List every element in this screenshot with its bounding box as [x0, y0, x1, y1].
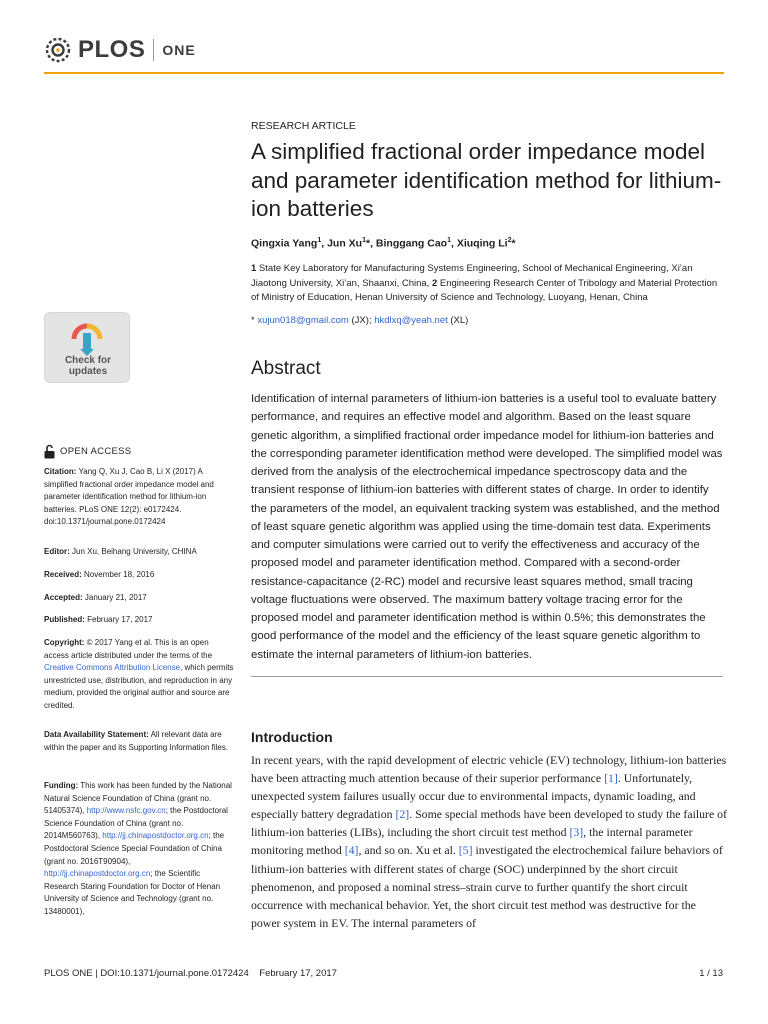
correspondence — [251, 315, 468, 326]
funding-url-link[interactable]: http://jj.chinapostdoctor.org.cn — [44, 869, 151, 879]
section-divider — [251, 676, 723, 677]
check-for-updates-icon — [71, 319, 103, 359]
logo-brand: PLOS — [78, 36, 146, 63]
citation-ref-link[interactable]: [3] — [569, 825, 584, 840]
editor-text: Jun Xu, Beihang University, CHINA — [69, 547, 197, 556]
author-name[interactable]: Jun Xu — [327, 237, 363, 250]
author-name[interactable]: Qingxia Yang — [251, 237, 318, 250]
funding-block — [44, 780, 234, 919]
funding-text: This work has been funded by the National Natural Science Foundation of China (grant no. 51405374), — [44, 781, 232, 816]
footer-citation: PLOS ONE | DOI:10.1371/journal.pone.0172424 February 17, 2017 — [44, 968, 337, 979]
open-access-label: OPEN ACCESS — [60, 446, 132, 457]
author-separator: * — [511, 237, 516, 250]
author-separator: , — [321, 237, 328, 250]
open-lock-icon — [44, 444, 55, 459]
received-text: November 18, 2016 — [81, 570, 155, 579]
author-separator: *, — [366, 237, 376, 250]
check-for-updates-badge[interactable] — [44, 312, 130, 383]
logo-divider — [153, 39, 154, 61]
funding-label: Funding: — [44, 781, 79, 790]
published-label: Published: — [44, 615, 85, 624]
received-block — [44, 569, 234, 582]
introduction-text-run: , and so on. Xu et al. — [358, 843, 459, 858]
email-link-1[interactable]: xujun018@gmail.com — [257, 315, 349, 326]
affiliations — [251, 262, 723, 306]
funding-text: ; the Scientific Research Staring Foundation for Doctor of Henan University of Science and Technology (grant no. 13480001), — [44, 869, 221, 916]
introduction-text-run: . Some special methods have been developed to study the failure of lithium-ion batteries (LIBs), including the short circuit test method — [251, 807, 727, 840]
citation-text: Yang Q, Xu J, Cao B, Li X (2017) A simplified fractional order impedance model and parameter identification method for lithium-ion batteries. PLoS ONE 12(2): e0172424. doi:10.1371/journal.pone.0172424 — [44, 467, 214, 527]
affiliation-text: State Key Laboratory for Manufacturing Systems Engineering, School of Mechanical Engineering, Xi’an Jiaotong University, Xi’an, Shaanxi, China, — [251, 263, 693, 289]
accepted-label: Accepted: — [44, 593, 83, 602]
introduction-text-run: In recent years, with the rapid development of electric vehicle (EV) technology, lithium-ion batteries have been attracting much attention because of their superior performance — [251, 753, 727, 786]
affiliation-number: 2 — [431, 277, 438, 289]
affiliation-number: 1 — [251, 263, 257, 274]
funding-url-link[interactable]: http://jj.chinapostdoctor.org.cn — [102, 831, 209, 841]
funding-text: ; the Postdoctoral Science Special Foundation of China (grant no. 2016T90904), — [44, 831, 225, 866]
open-access-badge — [44, 444, 131, 459]
plos-logo-icon — [44, 36, 72, 64]
published-block — [44, 614, 234, 627]
introduction-text-run: , the internal parameter monitoring method — [251, 825, 693, 858]
citation-block — [44, 466, 234, 529]
correspondence-star: * — [251, 315, 255, 326]
correspondence-note: (JX); — [348, 315, 375, 326]
copyright-text: , which permits unrestricted use, distribution, and reproduction in any medium, provided the original author and source are credited. — [44, 663, 234, 710]
funding-text: ; the Postdoctoral Science Foundation of China (grant no. 2014M560763), — [44, 806, 228, 841]
editor-label: Editor: — [44, 547, 70, 556]
data-availability-block — [44, 729, 234, 754]
author-separator: , — [451, 237, 457, 250]
header-rule — [44, 72, 724, 74]
abstract-heading: Abstract — [251, 358, 321, 379]
published-text: February 17, 2017 — [84, 615, 153, 624]
correspondence-note: (XL) — [447, 315, 469, 326]
author-affiliation-sup: 2 — [507, 237, 512, 244]
author-name[interactable]: Binggang Cao — [375, 237, 448, 250]
accepted-block — [44, 592, 234, 605]
article-type: RESEARCH ARTICLE — [251, 120, 356, 132]
author-affiliation-sup: 1 — [362, 237, 366, 244]
affiliation-text: Engineering Research Center of Tribology and Material Protection of Ministry of Education, Henan University of Science and Technology, Luoyang, Henan, China — [251, 277, 718, 303]
citation-ref-link[interactable]: [5] — [458, 843, 473, 858]
data-availability-label: Data Availability Statement: — [44, 730, 149, 739]
article-title: A simplified fractional order impedance model and parameter identification method for lithium-ion batteries — [251, 139, 722, 221]
author-affiliation-sup: 1 — [317, 237, 322, 244]
logo-journal: ONE — [162, 42, 196, 58]
introduction-heading: Introduction — [251, 729, 333, 745]
citation-ref-link[interactable]: [4] — [344, 843, 359, 858]
copyright-block — [44, 637, 234, 713]
check-for-updates-label: Check for updates — [64, 355, 112, 377]
citation-ref-link[interactable]: [2] — [395, 807, 410, 822]
accepted-text: January 21, 2017 — [82, 593, 147, 602]
funding-url-link[interactable]: http://www.nsfc.gov.cn — [86, 806, 166, 816]
introduction-text-run: . Unfortunately, unexpected system failures usually occur due to environmental impacts, dynamic loading, and especially battery degradation — [251, 771, 696, 822]
introduction-text-run: investigated the electrochemical failure behaviors of lithium-ion batteries with different states of charge (SOC) underpinned by the short circuit phenomenon, and proposed a nominal stress–strain curve to further quantify the short circuit occurrence with mechanical behavior. Yet, the short circuit test method was destructive for the power system in EV. The internal parameters of — [251, 843, 723, 930]
data-availability-text: All relevant data are within the paper and its Supporting Information files. — [44, 730, 229, 752]
citation-label: Citation: — [44, 467, 77, 476]
license-link[interactable]: Creative Commons Attribution License — [44, 663, 181, 673]
introduction-text — [251, 751, 727, 932]
editor-block — [44, 546, 234, 559]
author-name[interactable]: Xiuqing Li — [456, 237, 508, 250]
page-number: 1 / 13 — [699, 968, 723, 979]
received-label: Received: — [44, 570, 82, 579]
author-list — [251, 237, 516, 250]
citation-ref-link[interactable]: [1] — [604, 771, 618, 786]
abstract-text: Identification of internal parameters of lithium-ion batteries is a useful tool to evaluate battery performance, and requires an effective model and algorithm. Based on the least square genetic algorithm, a simplified fractional order impedance model for lithium-ion batteries and the corresponding parameter identification method were developed. The simplified model was derived from the analysis of the electrochemical impedance spectroscopy data and the transient response of lithium-ion batteries with different states of charge. In order to identify the parameters of the model, an equivalent tracking system was established, and the method of least square genetic algorithm was applied using the time-domain test data. Experiments and computer simulations were carried out to verify the effectiveness and accuracy of the proposed model and parameter identification method. Compared with a second-order resistance-capacitance (2-RC) model and recursive least squares method, small tracing voltage fluctuations were observed. The maximum battery voltage tracing error for the proposed model and parameter identification method is within 0.5%; this demonstrates the good performance of the model and the efficiency of the least square genetic algorithm to estimate the internal parameters of lithium-ion batteries. — [251, 393, 723, 661]
email-link-2[interactable]: hkdlxq@yeah.net — [374, 315, 448, 326]
author-affiliation-sup: 1 — [447, 237, 451, 244]
plos-one-logo[interactable] — [44, 34, 196, 66]
copyright-text: © 2017 Yang et al. This is an open access article distributed under the terms of the — [44, 638, 213, 660]
copyright-label: Copyright: — [44, 638, 85, 647]
